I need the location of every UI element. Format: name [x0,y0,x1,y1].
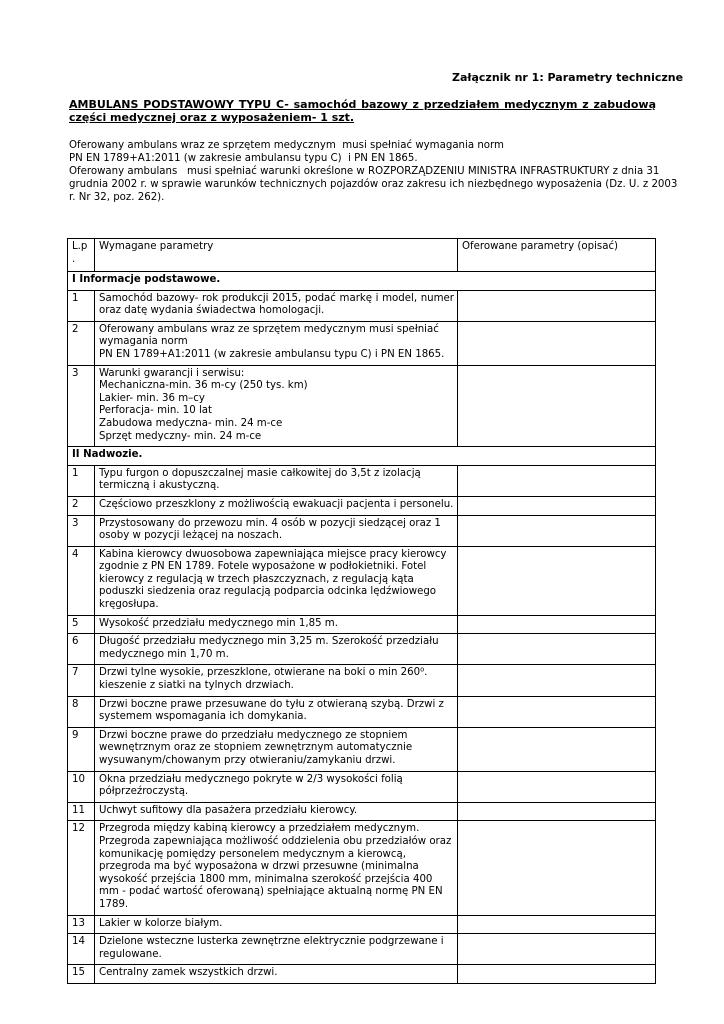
row-offered-cell[interactable] [458,727,656,771]
row-number: 1 [68,290,95,321]
header-required: Wymagane parametry [95,239,458,272]
intro-line: r. Nr 32, poz. 262). [69,192,165,203]
table-row [68,634,656,665]
table-row [68,915,656,934]
row-requirement: Długość przedziału medycznego min 3,25 m. Szerokość przedziału medycznego min 1,70 m. [95,634,458,665]
row-number: 10 [68,771,95,802]
row-requirement: Przystosowany do przewozu min. 4 osób w pozycji siedzącej oraz 1 osoby w pozycji leżącej na noszach. [95,515,458,546]
row-offered-cell[interactable] [458,496,656,515]
row-offered-cell[interactable] [458,915,656,934]
table-row [68,290,656,321]
table-row [68,821,656,915]
table-row [68,727,656,771]
row-number: 5 [68,615,95,634]
document-heading: AMBULANS PODSTAWOWY TYPU C- samochód bazowy z przedziałem medycznym z zabudową części medycznej oraz z wyposażeniem- 1 szt. [69,98,656,124]
row-number: 1 [68,465,95,496]
row-offered-cell[interactable] [458,465,656,496]
intro-line: grudnia 2002 r. w sprawie warunków technicznych pojazdów oraz zakresu ich niezbędnego wyposażenia (Dz. U. z 2003 [69,179,678,190]
row-requirement: Lakier w kolorze białym. [95,915,458,934]
table-row [68,696,656,727]
parameters-table [67,238,656,984]
section-title: II Nadwozie. [68,447,656,466]
row-number: 3 [68,365,95,447]
intro-line: Oferowany ambulans wraz ze sprzętem medycznym musi spełniać wymagania norm [69,140,504,151]
row-number: 15 [68,965,95,984]
section-title: I Informacje podstawowe. [68,272,656,291]
table-row [68,496,656,515]
row-offered-cell[interactable] [458,965,656,984]
row-offered-cell[interactable] [458,634,656,665]
table-row [68,615,656,634]
table-row [68,665,656,696]
row-requirement: Dzielone wsteczne lusterka zewnętrzne elektrycznie podgrzewane i regulowane. [95,934,458,965]
row-requirement: Drzwi tylne wysokie, przeszklone, otwierane na boki o min 260⁰. kieszenie z siatki na tylnych drzwiach. [95,665,458,696]
row-offered-cell[interactable] [458,515,656,546]
row-number: 12 [68,821,95,915]
table-row [68,515,656,546]
table-row [68,365,656,447]
table-row [68,802,656,821]
row-requirement: Częściowo przeszklony z możliwością ewakuacji pacjenta i personelu. [95,496,458,515]
row-offered-cell[interactable] [458,934,656,965]
row-number: 7 [68,665,95,696]
intro-line: Oferowany ambulans musi spełniać warunki określone w ROZPORZĄDZENIU MINISTRA INFRASTRUKTURY z dnia 31 [69,166,660,177]
table-header-row [68,239,656,272]
row-number: 4 [68,546,95,615]
row-offered-cell[interactable] [458,771,656,802]
row-offered-cell[interactable] [458,696,656,727]
row-requirement: Wysokość przedziału medycznego min 1,85 m. [95,615,458,634]
row-number: 11 [68,802,95,821]
annex-title: Załącznik nr 1: Parametry techniczne [452,71,684,84]
row-number: 14 [68,934,95,965]
row-requirement: Warunki gwarancji i serwisu: Mechaniczna-min. 36 m-cy (250 tys. km) Lakier- min. 36 m–cy Perforacja- min. 10 lat Zabudowa medyczna- min. 24 m-ce Sprzęt medyczny- min. 24 m-ce [95,365,458,447]
row-requirement: Uchwyt sufitowy dla pasażera przedziału kierowcy. [95,802,458,821]
row-offered-cell[interactable] [458,290,656,321]
row-offered-cell[interactable] [458,821,656,915]
row-number: 3 [68,515,95,546]
row-requirement: Drzwi boczne prawe przesuwane do tyłu z otwieraną szybą. Drzwi z systemem wspomagania ich domykania. [95,696,458,727]
header-lp: L.p . [68,239,95,272]
row-number: 6 [68,634,95,665]
table-row [68,546,656,615]
row-requirement: Samochód bazowy- rok produkcji 2015, podać markę i model, numer oraz datę wydania świadectwa homologacji. [95,290,458,321]
intro-line: PN EN 1789+A1:2011 (w zakresie ambulansu typu C) i PN EN 1865. [69,153,418,164]
intro-paragraph [69,139,678,204]
table-row [68,934,656,965]
row-requirement: Oferowany ambulans wraz ze sprzętem medycznym musi spełniać wymagania norm PN EN 1789+A1:2011 (w zakresie ambulansu typu C) i PN EN 1865. [95,321,458,365]
table-row [68,465,656,496]
row-number: 8 [68,696,95,727]
row-offered-cell[interactable] [458,665,656,696]
row-requirement: Przegroda między kabiną kierowcy a przedziałem medycznym. Przegroda zapewniająca możliwość oddzielenia obu przedziałów oraz komunikację pomiędzy personelem medycznym a kierowcą, przegroda ma być wyposażona w drzwi przesuwne (minimalna wysokość przejścia 1800 mm, minimalna szerokość przejścia 400 mm - podać wartość oferowaną) spełniające aktualną normę PN EN 1789. [95,821,458,915]
table-row [68,965,656,984]
section-row [68,447,656,466]
table-row [68,771,656,802]
row-requirement: Kabina kierowcy dwuosobowa zapewniająca miejsce pracy kierowcy zgodnie z PN EN 1789. Fotele wyposażone w podłokietniki. Fotel kierowcy z regulacją w trzech płaszczyznach, z regulacją kąta poduszki siedzenia oraz regulacją podparcia odcinka lędźwiowego kręgosłupa. [95,546,458,615]
row-offered-cell[interactable] [458,546,656,615]
row-requirement: Okna przedziału medycznego pokryte w 2/3 wysokości folią półprzeźroczystą. [95,771,458,802]
row-requirement: Drzwi boczne prawe do przedziału medycznego ze stopniem wewnętrznym oraz ze stopniem zewnętrznym automatycznie wysuwanym/chowanym przy otwieraniu/zamykaniu drzwi. [95,727,458,771]
row-number: 2 [68,496,95,515]
row-offered-cell[interactable] [458,615,656,634]
row-offered-cell[interactable] [458,365,656,447]
table-row [68,321,656,365]
row-requirement: Typu furgon o dopuszczalnej masie całkowitej do 3,5t z izolacją termiczną i akustyczną. [95,465,458,496]
row-number: 2 [68,321,95,365]
header-offered: Oferowane parametry (opisać) [458,239,656,272]
row-offered-cell[interactable] [458,321,656,365]
row-requirement: Centralny zamek wszystkich drzwi. [95,965,458,984]
row-number: 9 [68,727,95,771]
row-number: 13 [68,915,95,934]
section-row [68,272,656,291]
row-offered-cell[interactable] [458,802,656,821]
